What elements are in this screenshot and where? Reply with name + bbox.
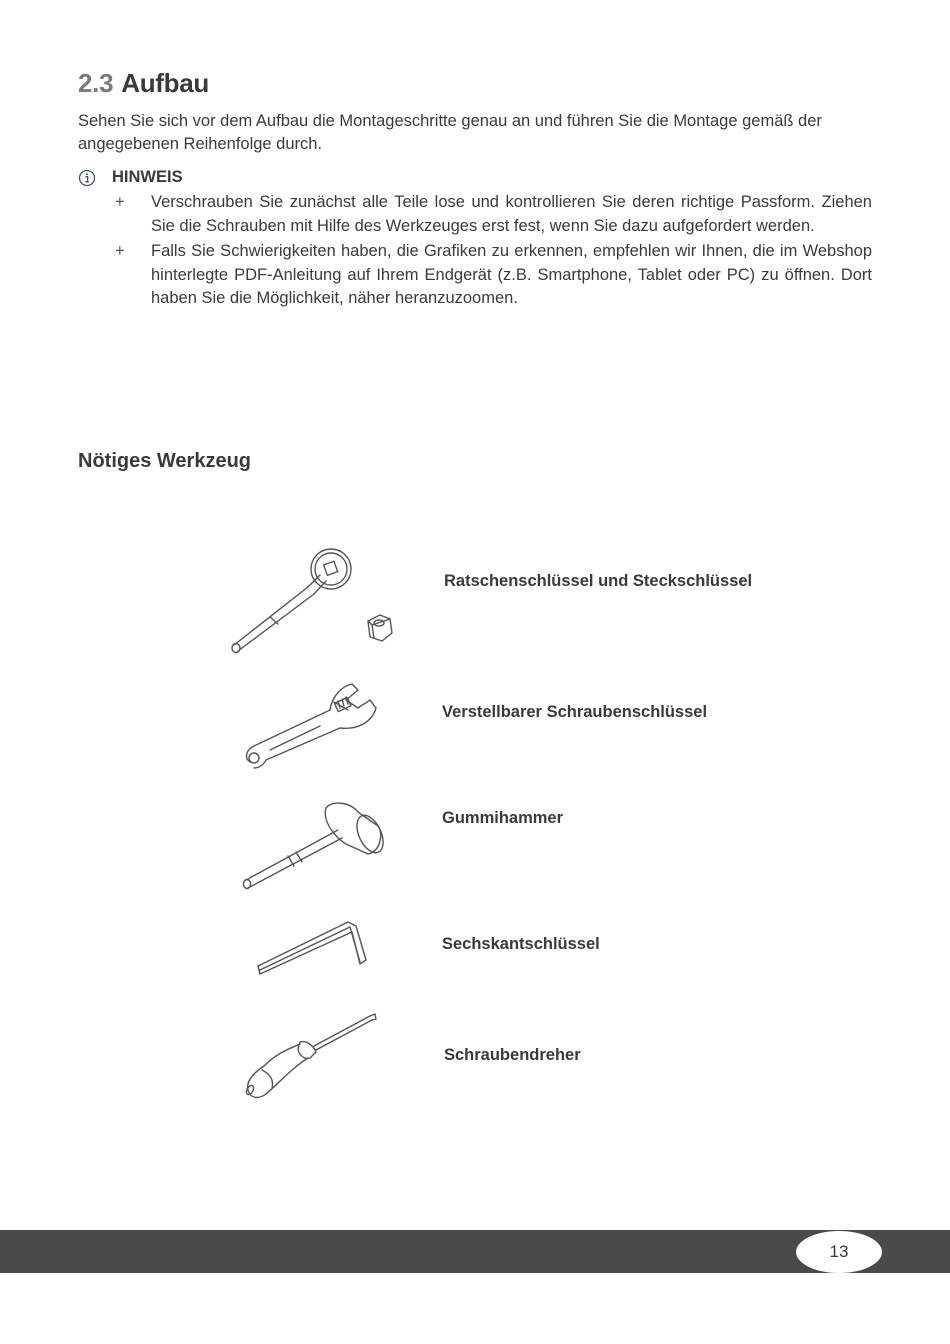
screwdriver-icon bbox=[240, 1010, 385, 1102]
tool-label: Schraubendreher bbox=[444, 1046, 581, 1064]
section-heading bbox=[78, 68, 209, 99]
page-number: 13 bbox=[796, 1231, 882, 1273]
rubber-mallet-icon bbox=[238, 796, 388, 892]
info-icon bbox=[78, 169, 96, 187]
note-item-text: Verschrauben Sie zunächst alle Teile lose und kontrollieren Sie deren richtige Passform. Ziehen Sie die Schrauben mit Hilfe des Werkzeuges erst fest, wenn Sie dazu aufgefordert werden. bbox=[151, 193, 872, 235]
section-title: Aufbau bbox=[121, 68, 209, 98]
bullet-plus: + bbox=[115, 193, 125, 211]
tool-label: Verstellbarer Schraubenschlüssel bbox=[442, 703, 708, 721]
tool-label: Gummihammer bbox=[442, 809, 564, 827]
list-item bbox=[112, 240, 872, 311]
note-item-text: Falls Sie Schwierigkeiten haben, die Grafiken zu erkennen, empfehlen wir Ihnen, die im Webshop hinterlegte PDF-Anleitung auf Ihrem Endgerät (z.B. Smartphone, Tablet oder PC) zu öffnen. Dort haben Sie die Möglichkeit, näher heranzuzoomen. bbox=[151, 242, 872, 307]
note-header bbox=[78, 168, 183, 187]
tool-label: Sechskantschlüssel bbox=[442, 935, 600, 953]
adjustable-wrench-icon bbox=[240, 680, 390, 772]
tool-label: Ratschenschlüssel und Steckschlüssel bbox=[444, 572, 753, 590]
bullet-plus: + bbox=[115, 242, 125, 260]
note-label: HINWEIS bbox=[112, 168, 183, 186]
hex-key-icon bbox=[252, 918, 372, 978]
list-item bbox=[112, 191, 872, 238]
intro-text: Sehen Sie sich vor dem Aufbau die Montageschritte genau an und führen Sie die Montage gemäß der angegebenen Reihenfolge durch. bbox=[78, 112, 822, 153]
ratchet-wrench-icon bbox=[222, 545, 402, 660]
note-list bbox=[112, 191, 872, 313]
section-number: 2.3 bbox=[78, 68, 114, 98]
tools-heading: Nötiges Werkzeug bbox=[78, 450, 251, 472]
